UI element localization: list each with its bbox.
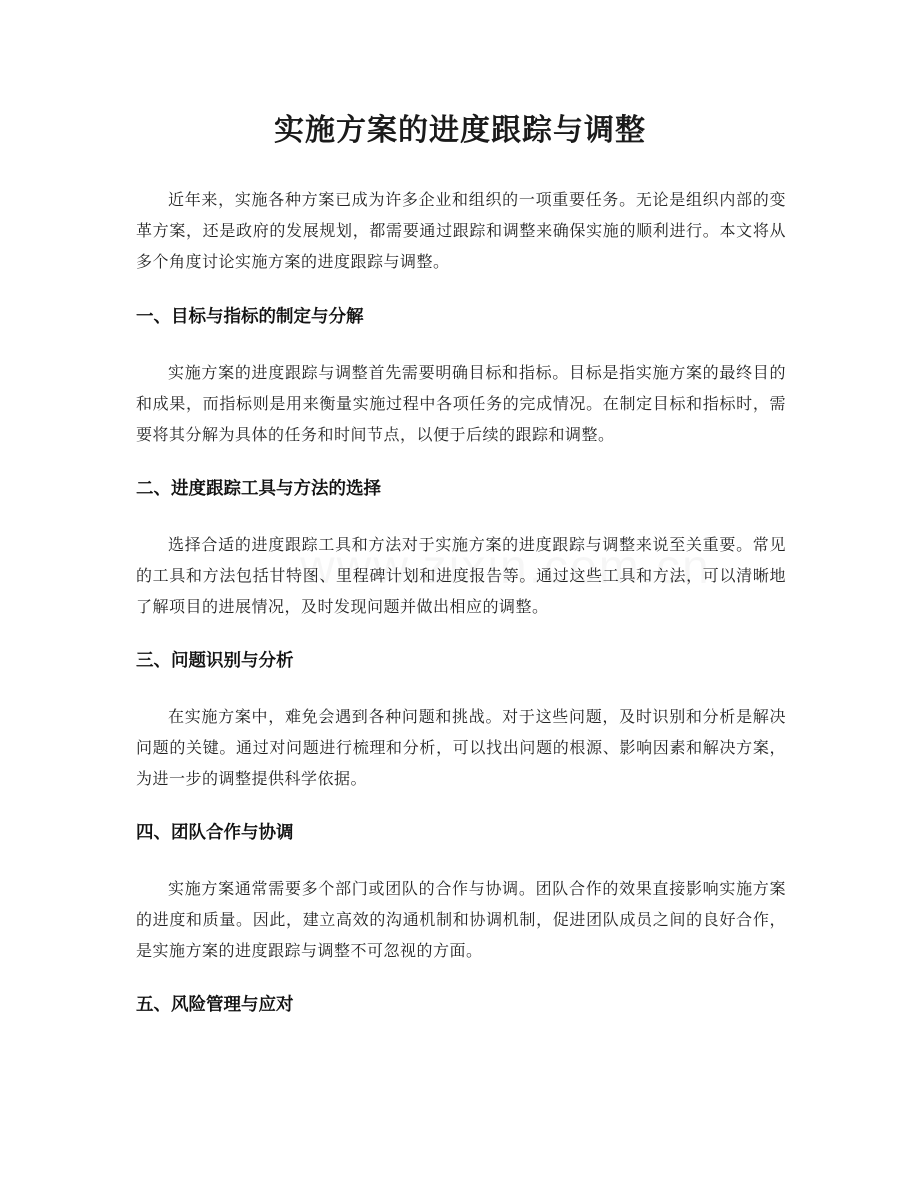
section-heading-1: 一、目标与指标的制定与分解 bbox=[136, 307, 364, 327]
section-heading-2: 二、进度跟踪工具与方法的选择 bbox=[136, 479, 381, 499]
intro-paragraph: 近年来，实施各种方案已成为许多企业和组织的一项重要任务。无论是组织内部的变革方案，还是政府的发展规划，都需要通过跟踪和调整来确保实施的顺利进行。本文将从多个角度讨论实施方案的进度跟踪与调整。 bbox=[136, 190, 786, 271]
section-paragraph-2: 选择合适的进度跟踪工具和方法对于实施方案的进度跟踪与调整来说至关重要。常见的工具和方法包括甘特图、里程碑计划和进度报告等。通过这些工具和方法，可以清晰地了解项目的进展情况，及时发现问题并做出相应的调整。 bbox=[136, 535, 786, 616]
section-heading-5: 五、风险管理与应对 bbox=[136, 995, 294, 1015]
document-title: 实施方案的进度跟踪与调整 bbox=[274, 113, 646, 148]
section-heading-4: 四、团队合作与协调 bbox=[136, 823, 294, 843]
document-body bbox=[136, 184, 786, 1045]
section-paragraph-1: 实施方案的进度跟踪与调整首先需要明确目标和指标。目标是指实施方案的最终目的和成果，而指标则是用来衡量实施过程中各项任务的完成情况。在制定目标和指标时，需要将其分解为具体的任务和时间节点，以便于后续的跟踪和调整。 bbox=[136, 363, 786, 444]
section-paragraph-3: 在实施方案中，难免会遇到各种问题和挑战。对于这些问题，及时识别和分析是解决问题的关键。通过对问题进行梳理和分析，可以找出问题的根源、影响因素和解决方案，为进一步的调整提供科学依据。 bbox=[136, 707, 786, 788]
section-paragraph-4: 实施方案通常需要多个部门或团队的合作与协调。团队合作的效果直接影响实施方案的进度和质量。因此，建立高效的沟通机制和协调机制，促进团队成员之间的良好合作，是实施方案的进度跟踪与调整不可忽视的方面。 bbox=[136, 879, 786, 960]
section-heading-3: 三、问题识别与分析 bbox=[136, 651, 294, 671]
